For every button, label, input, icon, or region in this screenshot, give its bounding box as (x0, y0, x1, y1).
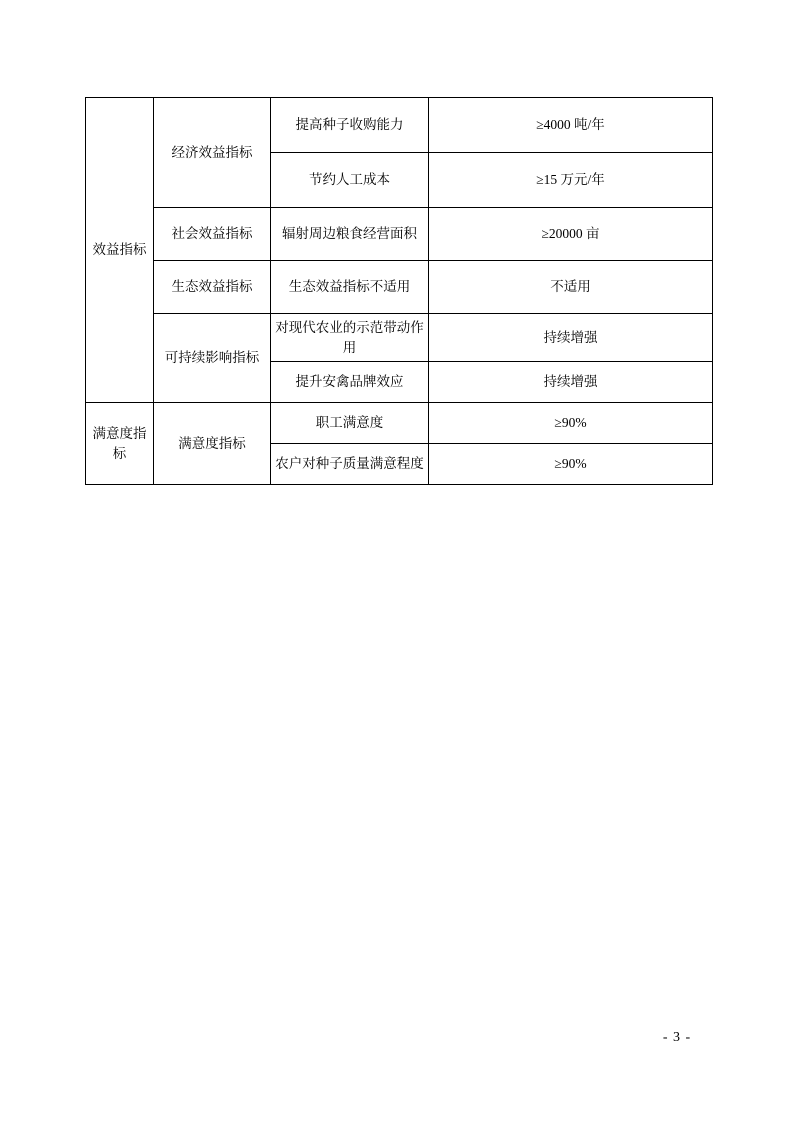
kpi-table (85, 97, 713, 485)
page-number (0, 1030, 794, 1046)
cell-value: ≥4000 吨/年 (429, 98, 713, 153)
cell-level2: 提高种子收购能力 (271, 98, 429, 153)
cell-category-satisfaction: 满意度指标 (86, 403, 154, 485)
table-row (86, 403, 713, 444)
cell-level1-ecological: 生态效益指标 (154, 261, 271, 314)
cell-value: 持续增强 (429, 314, 713, 362)
page-number-text: - 3 - (662, 1030, 692, 1045)
cell-level1-social: 社会效益指标 (154, 208, 271, 261)
cell-value: 持续增强 (429, 362, 713, 403)
cell-level2: 职工满意度 (271, 403, 429, 444)
cell-level2: 节约人工成本 (271, 153, 429, 208)
cell-level2: 对现代农业的示范带动作用 (271, 314, 429, 362)
table-row (86, 98, 713, 153)
table-row (86, 208, 713, 261)
cell-value: ≥15 万元/年 (429, 153, 713, 208)
cell-category-benefit: 效益指标 (86, 98, 154, 403)
cell-level2: 辐射周边粮食经营面积 (271, 208, 429, 261)
cell-level2: 农户对种子质量满意程度 (271, 444, 429, 485)
cell-level2: 提升安禽品牌效应 (271, 362, 429, 403)
cell-value: ≥90% (429, 444, 713, 485)
cell-level2: 生态效益指标不适用 (271, 261, 429, 314)
cell-level1-economic: 经济效益指标 (154, 98, 271, 208)
cell-value: 不适用 (429, 261, 713, 314)
cell-level1-sustainable: 可持续影响指标 (154, 314, 271, 403)
cell-level1-satisfaction: 满意度指标 (154, 403, 271, 485)
cell-value: ≥90% (429, 403, 713, 444)
table-row (86, 314, 713, 362)
table-row (86, 261, 713, 314)
performance-indicator-table (85, 97, 712, 485)
cell-value: ≥20000 亩 (429, 208, 713, 261)
